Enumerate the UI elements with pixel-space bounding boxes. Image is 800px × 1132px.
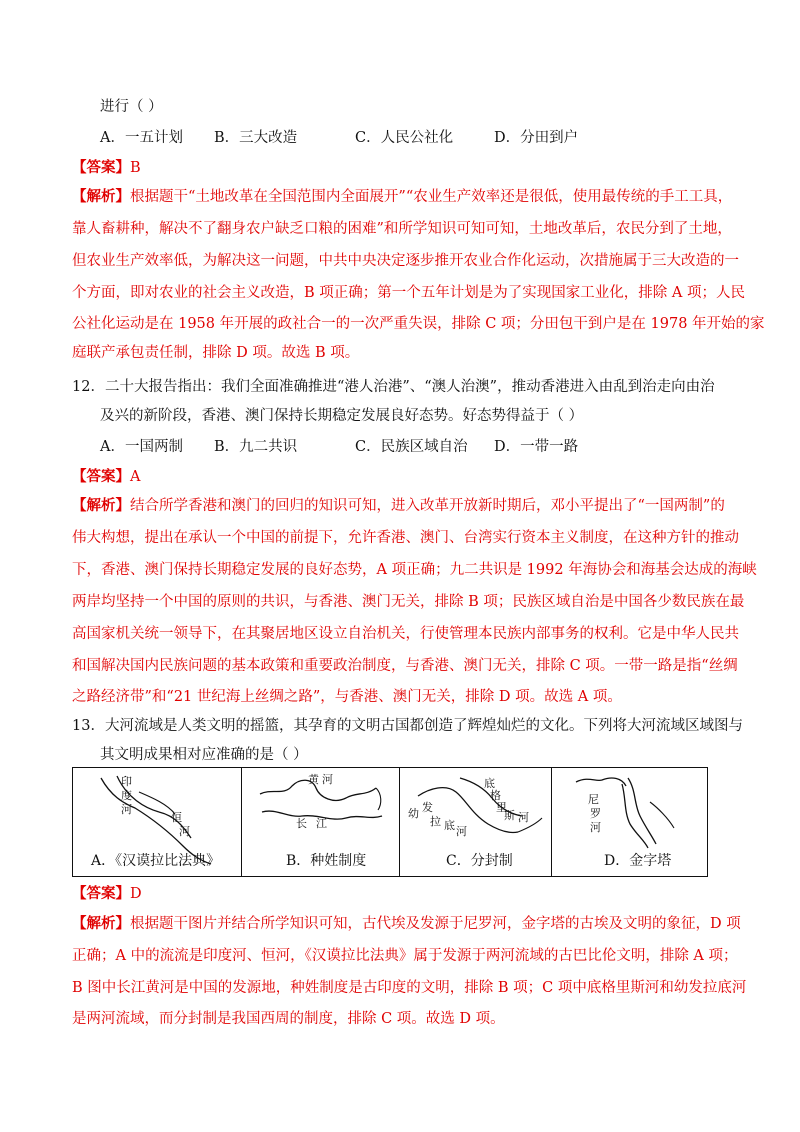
map-option-c — [399, 768, 551, 876]
map-label: 罗 — [590, 807, 601, 820]
map-label: 印 — [121, 775, 132, 788]
q12-answer — [72, 467, 140, 487]
map-caption-d: D．金字塔 — [604, 853, 672, 869]
q11-option-a: A．一五计划 — [100, 130, 183, 146]
map-label: 河 — [179, 825, 190, 838]
analysis-label: 【解析】 — [72, 915, 130, 932]
q12-option-a: A．一国两制 — [100, 439, 183, 455]
analysis-line: 下，香港、澳门保持长期稳定发展的良好态势，A 项正确；九二共识是 1992 年海协会和海基会达成的海峡 — [72, 562, 757, 578]
analysis-line: 【解析】根据题干“土地改革在全国范围内全面展开”“农业生产效率还是很低，使用最传统的手工工具， — [72, 188, 733, 205]
analysis-line: 伟大构想，提出在承认一个中国的前提下，允许香港、澳门、台湾实行资本主义制度，在这种方针的推动 — [72, 530, 739, 546]
analysis-line: 靠人畜耕种，解决不了翻身农户缺乏口粮的困难”和所学知识可知可知，土地改革后，农民分到了土地， — [72, 221, 732, 237]
q11-answer — [72, 158, 141, 178]
analysis-line: 是两河流域，而分封制是我国西周的制度，排除 C 项。故选 D 项。 — [72, 1011, 505, 1027]
map-label: 江 — [316, 817, 327, 830]
map-label: 河 — [456, 825, 467, 838]
analysis-line: 【解析】根据题干图片并结合所学知识可知，古代埃及发源于尼罗河，金字塔的古埃及文明的象征，D 项 — [72, 915, 741, 932]
analysis-line: 个方面，即对农业的社会主义改造，B 项正确；第一个五年计划是为了实现国家工业化，排除 A 项；人民 — [72, 285, 745, 301]
analysis-line: 公社化运动是在 1958 年开展的政社合一的一次严重失误，排除 C 项；分田包干到户是在 1978 年开始的家 — [72, 316, 765, 332]
map-label: 里 — [496, 801, 507, 814]
map-label: 黄 — [308, 773, 319, 786]
answer-label: 【答案】 — [72, 159, 130, 176]
map-option-a — [73, 768, 241, 876]
map-label: 河 — [322, 773, 333, 786]
analysis-line: 高国家机关统一领导下，在其聚居地区设立自治机关，行使管理本民族内部事务的权利。它是中华人民共 — [72, 626, 739, 642]
map-label: 底 — [484, 777, 495, 790]
map-label: 格 — [490, 789, 501, 802]
map-label: 尼 — [588, 793, 599, 806]
analysis-line: 但农业生产效率低，为解决这一问题，中共中央决定逐步推开农业合作化运动，次措施属于三大改造的一 — [72, 253, 739, 269]
map-label: 幼 — [408, 807, 419, 820]
q11-option-b: B．三大改造 — [214, 130, 298, 146]
analysis-line: 庭联产承包责任制，排除 D 项。故选 B 项。 — [72, 345, 360, 361]
q11-option-d: D．分田到户 — [494, 130, 579, 146]
map-label: 拉 — [430, 815, 441, 828]
q12-stem-line: 12．二十大报告指出：我们全面准确推进“港人治港”、“澳人治澳”，推动香港进入由乱到治走向由治 — [72, 379, 715, 395]
analysis-line: 正确；A 中的流流是印度河、恒河，《汉谟拉比法典》属于发源于两河流域的古巴比伦文明，排除 A 项； — [72, 948, 738, 964]
answer-value: B — [130, 160, 141, 176]
map-label: 发 — [422, 801, 433, 814]
answer-label: 【答案】 — [72, 468, 130, 485]
analysis-label: 【解析】 — [72, 188, 130, 205]
analysis-line: B 图中长江黄河是中国的发源地，种姓制度是古印度的文明，排除 B 项；C 项中底格里斯河和幼发拉底河 — [72, 980, 747, 996]
analysis-label: 【解析】 — [72, 497, 130, 514]
analysis-line: 之路经济带”和“21 世纪海上丝绸之路”，与香港、澳门无关，排除 D 项。故选 A 项。 — [72, 689, 622, 705]
map-option-b — [241, 768, 399, 876]
map-label: 长 — [296, 817, 307, 830]
analysis-line: 和国解决国内民族问题的基本政策和重要政治制度，与香港、澳门无关，排除 C 项。一带一路是指“丝绸 — [72, 658, 738, 674]
river-map-figure — [72, 767, 708, 877]
map-label: 恒 — [171, 811, 182, 824]
q12-option-c: C．民族区域自治 — [355, 439, 468, 455]
q11-stem-tail: 进行（ ） — [100, 99, 163, 115]
q13-answer — [72, 884, 142, 904]
analysis-line: 两岸均坚持一个中国的原则的共识，与香港、澳门无关，排除 B 项；民族区域自治是中国各少数民族在最 — [72, 594, 745, 610]
map-label: 河 — [590, 821, 601, 834]
q12-stem-line: 及兴的新阶段，香港、澳门保持长期稳定发展良好态势。好态势得益于（ ） — [100, 408, 584, 424]
map-label: 河 — [121, 803, 132, 816]
map-caption-c: C．分封制 — [446, 853, 513, 869]
map-label: 斯 — [504, 809, 515, 822]
q12-option-b: B．九二共识 — [214, 439, 298, 455]
q13-stem-line: 其文明成果相对应准确的是（ ） — [100, 747, 308, 763]
map-label: 河 — [518, 811, 529, 824]
map-label: 底 — [444, 819, 455, 832]
answer-value: D — [130, 886, 142, 902]
map-option-d — [551, 768, 709, 876]
map-caption-a: A．《汉谟拉比法典》 — [91, 853, 221, 869]
analysis-line: 【解析】结合所学香港和澳门的回归的知识可知，进入改革开放新时期后，邓小平提出了“一国两制”的 — [72, 497, 725, 514]
answer-label: 【答案】 — [72, 885, 130, 902]
map-caption-b: B．种姓制度 — [286, 853, 367, 869]
q13-stem-line: 13．大河流域是人类文明的摇篮，其孕育的文明古国都创造了辉煌灿烂的文化。下列将大河流域区域图与 — [72, 718, 743, 734]
q12-option-d: D．一带一路 — [494, 439, 579, 455]
map-label: 度 — [121, 789, 132, 802]
answer-value: A — [130, 469, 141, 485]
q11-option-c: C．人民公社化 — [355, 130, 454, 146]
